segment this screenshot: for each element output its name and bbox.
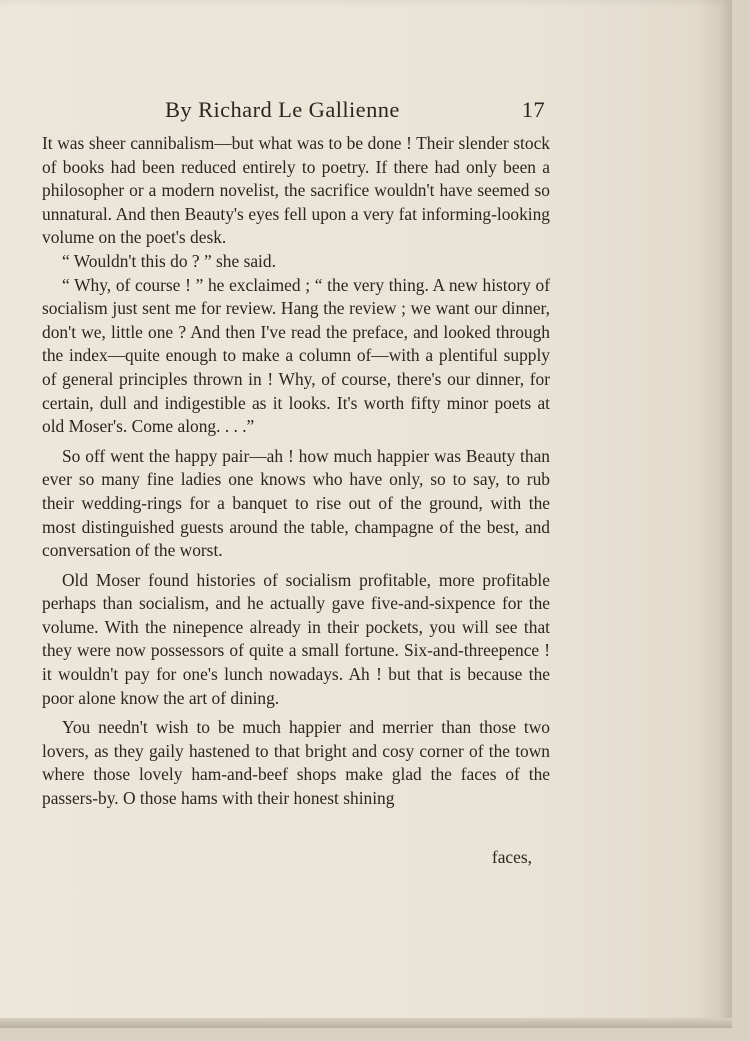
paragraph: You needn't wish to be much happier and merrier than those two lovers, as they gaily hastened to that bright and cosy corner of the town where those lovely ham-and-beef shops make glad the faces of the passers-by. O those hams with their honest shining bbox=[42, 717, 550, 809]
running-head bbox=[165, 96, 545, 124]
paragraph: Old Moser found histories of socialism profitable, more profitable perhaps than socialism, and he actually gave five-and-sixpence for the volume. With the ninepence already in their pockets, you will see that they were now possessors of quite a small fortune. Six-and-threepence ! it wouldn't pay for one's lunch nowadays. Ah ! but that is because the poor alone know the art of dining. bbox=[42, 569, 550, 708]
paragraph: “ Wouldn't this do ? ” she said. bbox=[62, 250, 276, 271]
paragraph: “ Why, of course ! ” he exclaimed ; “ the very thing. A new history of socialism just sent me for review. Hang the review ; we want our dinner, don't we, little one ? And then I've read the preface, and looked through the index—quite enough to make a column of—with a plentiful supply of general principles thrown in ! Why, of course, there's our dinner, for certain, dull and indigestible as it looks. It's worth fifty minor poets at old Moser's. Come along. . . .” bbox=[42, 274, 550, 437]
paragraph: It was sheer cannibalism—but what was to be done ! Their slender stock of books had been reduced entirely to poetry. If there had only been a philosopher or a modern novelist, the sacrifice wouldn't have seemed so unnatural. And then Beauty's eyes fell upon a very fat informing-looking volume on the poet's desk. bbox=[42, 133, 550, 248]
catchword: faces, bbox=[491, 847, 532, 867]
page-number: 17 bbox=[521, 97, 545, 122]
running-head-title: By Richard Le Gallienne bbox=[165, 97, 400, 122]
body-text bbox=[42, 132, 550, 811]
paragraph: So off went the happy pair—ah ! how much happier was Beauty than ever so many fine ladies one knows who have only, so to say, to rub their wedding-rings for a banquet to rise out of the ground, with the most distinguished guests around the table, champagne of the best, and conversation of the worst. bbox=[42, 445, 550, 561]
